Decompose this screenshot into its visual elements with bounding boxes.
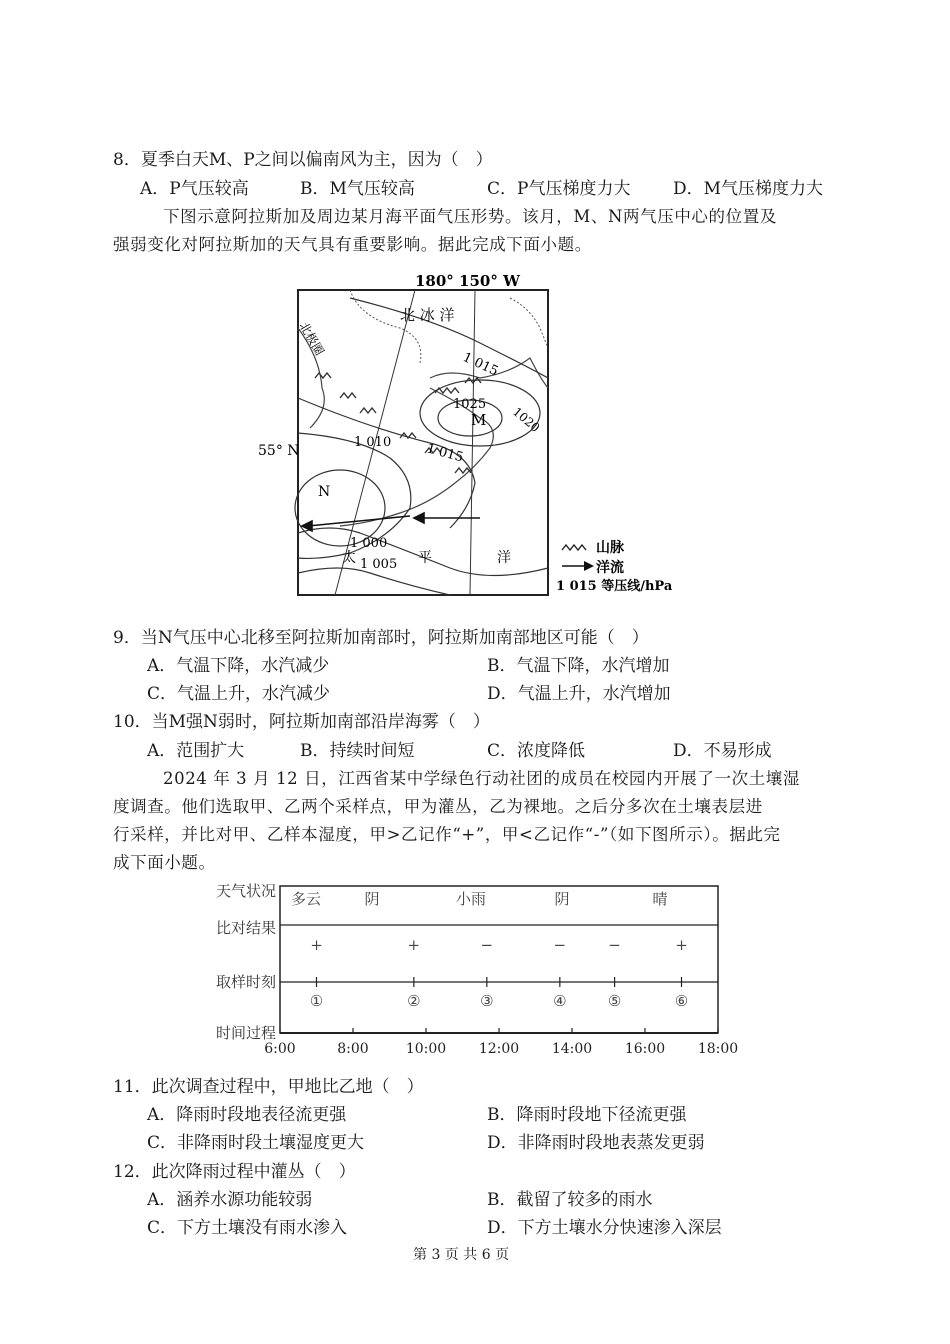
weather-label: 阴 <box>554 890 570 908</box>
sample-marker: ③ <box>480 992 494 1010</box>
q10-option-c: C．浓度降低 <box>487 741 586 761</box>
intro2-line3: 行采样，并比对甲、乙样本湿度，甲>乙记作“+”，甲<乙记作“-”（如下图所示）。据此完 <box>113 825 781 844</box>
lat-label: 55° N <box>258 443 300 459</box>
legend-isobar: 1 015 等压线/hPa <box>556 579 673 594</box>
q10-option-b: B．持续时间短 <box>300 741 415 761</box>
q11-option-b: B．降雨时段地下径流更强 <box>487 1105 687 1125</box>
q12-stem: 12．此次降雨过程中灌丛（ ） <box>113 1162 356 1182</box>
sample-marker: ① <box>309 992 324 1010</box>
longitude-label: 180° 150° W <box>415 272 520 290</box>
comparison-result: + <box>675 936 688 954</box>
q9-option-d: D．气温上升，水汽增加 <box>487 684 671 704</box>
arctic-ocean-label: 北 冰 洋 <box>400 306 455 324</box>
q10-option-d: D．不易形成 <box>673 741 772 761</box>
comparison-result: + <box>310 936 323 954</box>
q12-option-a: A．涵养水源功能较弱 <box>147 1190 313 1210</box>
isobar-1020-label: 1020 <box>510 404 543 435</box>
pacific-label-1: 太 <box>342 550 356 566</box>
q8-option-c: C．P气压梯度力大 <box>487 179 631 199</box>
q9-option-c: C．气温上升，水汽减少 <box>147 684 331 704</box>
legend-mountain: 山脉 <box>596 540 624 556</box>
q9-option-b: B．气温下降，水汽增加 <box>487 656 670 676</box>
comparison-result: − <box>480 936 494 954</box>
high-center-label: M <box>471 411 487 429</box>
sample-marker: ⑥ <box>674 992 689 1010</box>
sampling-chart <box>200 878 760 1063</box>
intro1-line2: 强弱变化对阿拉斯加的天气具有重要影响。据此完成下面小题。 <box>113 235 592 254</box>
q10-stem: 10．当M强N弱时，阿拉斯加南部沿岸海雾（ ） <box>113 712 490 732</box>
comparison-result: − <box>553 936 567 954</box>
legend-mountain-icon <box>562 545 586 550</box>
q8-option-a: A．P气压较高 <box>140 179 249 199</box>
pacific-label-2: 平 <box>418 550 432 566</box>
weather-label: 小雨 <box>455 890 487 908</box>
chart-frame <box>280 886 718 1033</box>
sample-marker: ② <box>407 992 421 1010</box>
intro2-line1: 2024 年 3 月 12 日，江西省某中学绿色行动社团的成员在校园内开展了一次土壤湿 <box>163 769 801 788</box>
q11-option-d: D．非降雨时段地表蒸发更弱 <box>487 1133 705 1153</box>
time-tick-label: 8:00 <box>337 1041 369 1057</box>
weather-label: 多云 <box>290 890 322 908</box>
q12-option-b: B．截留了较多的雨水 <box>487 1190 653 1210</box>
isobar-1000-label: 1 000 <box>350 536 388 551</box>
pacific-label-3: 洋 <box>497 550 511 566</box>
time-tick-label: 12:00 <box>478 1041 520 1057</box>
row-label: 比对结果 <box>215 919 276 937</box>
q12-option-c: C．下方土壤没有雨水渗入 <box>147 1218 348 1238</box>
q11-option-a: A．降雨时段地表径流更强 <box>147 1105 347 1125</box>
time-tick-label: 16:00 <box>624 1041 666 1057</box>
isobar-1015b-label: 1 015 <box>424 441 465 466</box>
row-label: 时间过程 <box>215 1024 276 1042</box>
q11-stem: 11．此次调查过程中，甲地比乙地（ ） <box>113 1077 424 1097</box>
legend-current: 洋流 <box>596 560 624 576</box>
map-legend <box>556 540 673 594</box>
page-footer: 第 3 页 共 6 页 <box>413 1247 510 1263</box>
q11-option-c: C．非降雨时段土壤湿度更大 <box>147 1133 365 1153</box>
comparison-result: + <box>407 936 421 954</box>
row-label: 天气状况 <box>215 882 276 900</box>
time-tick-label: 10:00 <box>405 1041 447 1057</box>
q8-stem: 8．夏季白天M、P之间以偏南风为主，因为（ ） <box>113 150 493 170</box>
intro1-line1: 下图示意阿拉斯加及周边某月海平面气压形势。该月，M、N两气压中心的位置及 <box>163 207 777 226</box>
row-label: 取样时刻 <box>215 973 276 991</box>
q8-option-b: B．M气压较高 <box>300 179 415 199</box>
q9-stem: 9．当N气压中心北移至阿拉斯加南部时，阿拉斯加南部地区可能（ ） <box>113 628 649 648</box>
isobar-1025-label: 1025 <box>453 397 487 412</box>
time-tick-label: 6:00 <box>264 1041 296 1057</box>
isobar-1010-label: 1 010 <box>354 435 392 450</box>
isobar-1005-label: 1 005 <box>360 557 398 572</box>
time-tick-label: 18:00 <box>697 1041 739 1057</box>
arctic-circle-label: 北极圈 <box>296 319 327 358</box>
intro2-line2: 度调查。他们选取甲、乙两个采样点，甲为灌丛，乙为裸地。之后分多次在土壤表层进 <box>113 797 763 816</box>
q12-option-d: D．下方土壤水分快速渗入深层 <box>487 1218 722 1238</box>
sample-marker: ⑤ <box>607 992 622 1010</box>
legend-current-icon <box>584 561 594 571</box>
intro2-line4: 成下面小题。 <box>113 853 216 872</box>
q8-option-d: D．M气压梯度力大 <box>673 179 824 199</box>
isobar-1015a-label: 1 015 <box>460 350 501 380</box>
low-center-label: N <box>318 484 331 500</box>
weather-label: 阴 <box>364 890 380 908</box>
sample-marker: ④ <box>553 992 567 1010</box>
comparison-result: − <box>608 936 621 954</box>
weather-label: 晴 <box>652 890 668 908</box>
q10-option-a: A．范围扩大 <box>147 741 245 761</box>
q9-option-a: A．气温下降，水汽减少 <box>147 656 330 676</box>
time-tick-label: 14:00 <box>551 1041 593 1057</box>
alaska-pressure-map <box>250 268 710 603</box>
